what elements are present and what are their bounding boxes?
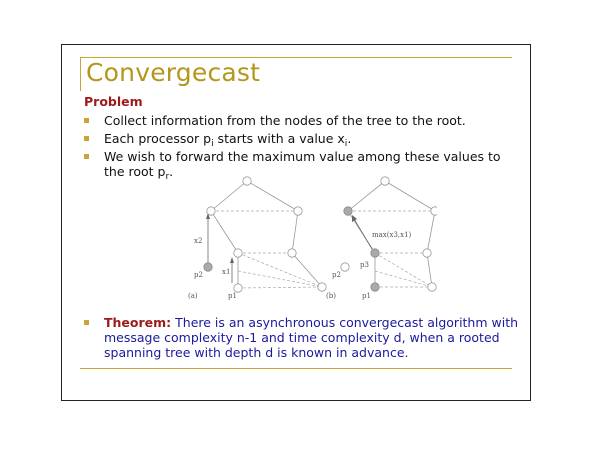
slide-title: Convergecast (86, 58, 261, 87)
bullet-marker (84, 136, 89, 141)
x2-label: x2 (194, 237, 203, 245)
title-rule-vertical (80, 57, 81, 91)
max-label: max(x3,x1) (372, 231, 412, 239)
figure-label-b: (b) (326, 292, 336, 300)
bullet-text: Each processor $p_i$ starts with a value $x_i$. (104, 131, 352, 149)
bottom-rule (80, 368, 512, 369)
bullet-text: We wish to forward the maximum value among these values to the root $p_r$. (104, 149, 501, 182)
p2-label: p2 (194, 271, 203, 279)
tree-b (326, 177, 437, 300)
bullet-marker (84, 154, 89, 159)
convergecast-figure (172, 171, 437, 301)
p2-label-b: p2 (332, 271, 341, 279)
bullet-marker (84, 118, 89, 123)
problem-heading: Problem (84, 94, 143, 109)
p1-label: p1 (228, 292, 237, 300)
figure-label-a: (a) (188, 292, 198, 300)
bullet-marker (84, 320, 89, 325)
x1-label: x1 (222, 268, 231, 276)
bullet-text: Collect information from the nodes of the tree to the root. (104, 113, 466, 128)
tree-a (188, 177, 326, 300)
slide (61, 44, 531, 401)
p3-label: p3 (360, 261, 369, 269)
p1-label-b: p1 (362, 292, 371, 300)
theorem-text: Theorem: There is an asynchronous convergecast algorithm with message complexity n-1 and time complexity d, when a rooted spanning tree with depth d is known in advance. (104, 315, 519, 360)
